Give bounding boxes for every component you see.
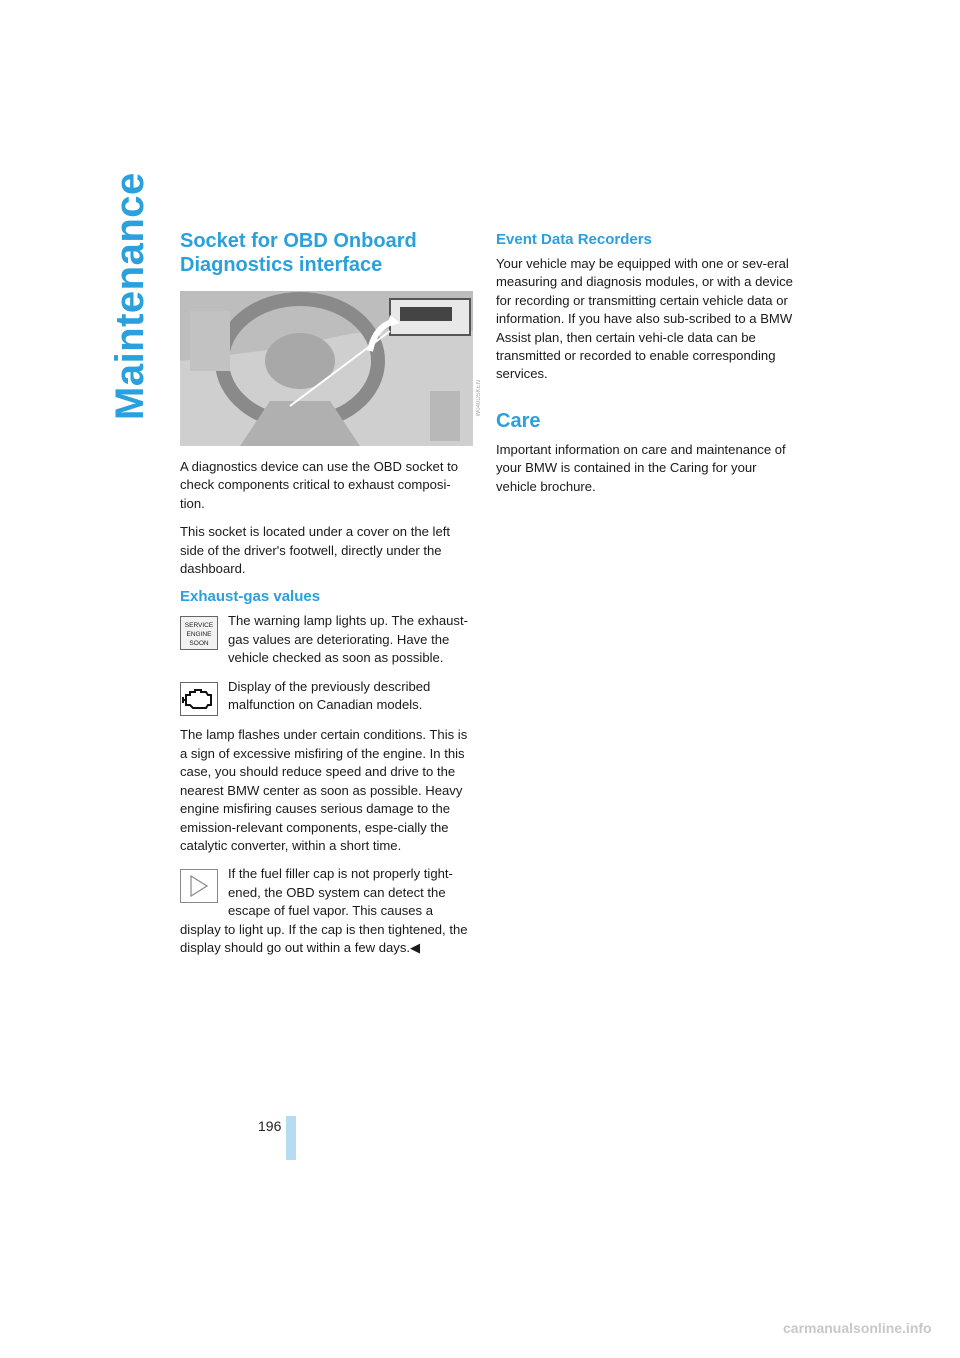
dashboard-illustration xyxy=(180,291,473,446)
canadian-display-text: Display of the previously described malfunction on Canadian models. xyxy=(228,678,431,713)
care-title: Care xyxy=(496,409,541,432)
note-triangle-icon xyxy=(180,869,218,903)
photo-code: W040DSKEN xyxy=(476,380,482,417)
service-engine-soon-icon xyxy=(180,616,218,650)
side-section-title: Maintenance xyxy=(108,172,152,420)
warning-lamp-paragraph xyxy=(180,612,475,667)
svg-text:ENGINE: ENGINE xyxy=(186,631,212,639)
canadian-display-paragraph xyxy=(180,678,475,715)
obd-section-title: Socket for OBD Onboard Diagnostics interface xyxy=(180,230,417,276)
obd-paragraph-1: A diagnostics device can use the OBD socket to check components critical to exhaust composi-tion. xyxy=(180,459,459,511)
obd-socket-photo xyxy=(180,291,473,446)
care-text: Important information on care and maintenance of your BMW is contained in the Caring for your vehicle brochure. xyxy=(496,441,786,494)
footer-watermark: carmanualsonline.info xyxy=(783,1320,932,1336)
obd-paragraph-2: This socket is located under a cover on the left side of the driver's footwell, directly under the dashboard. xyxy=(180,524,451,577)
page-marker-bar xyxy=(286,1116,296,1160)
event-data-recorders-text: Your vehicle may be equipped with one or sev-eral measuring and diagnosis modules, or with a device for recording or transmitting certain vehicle data or information. If you have also sub-scribed to a BMW Assist plan, then certain vehi-cle data can be transmitted or recorded to enable corresponding services. xyxy=(496,256,793,382)
right-column xyxy=(496,231,796,506)
svg-text:SOON: SOON xyxy=(189,640,209,648)
svg-text:SERVICE: SERVICE xyxy=(184,622,214,630)
fuel-cap-text: If the fuel filler cap is not properly tight-ened, the OBD system can detect the escape of fuel vapor. This causes a display to light up. If the cap is then tightened, the display should go out within a few days.◀ xyxy=(180,866,468,955)
lamp-flash-paragraph: The lamp flashes under certain conditions. This is a sign of excessive misfiring of the engine. In this case, you should reduce speed and drive to the nearest BMW center as soon as possible. Heavy engine misfiring causes serious damage to the emission-relevant components, espe-cially the catalytic converter, within a short time. xyxy=(180,727,468,853)
event-data-recorders-title: Event Data Recorders xyxy=(496,231,652,248)
check-engine-icon xyxy=(180,682,218,716)
exhaust-gas-title: Exhaust-gas values xyxy=(180,588,321,606)
fuel-cap-paragraph xyxy=(180,865,475,957)
warning-lamp-text: The warning lamp lights up. The exhaust-gas values are deteriorating. Have the vehicle checked as soon as possible. xyxy=(228,613,468,666)
left-column xyxy=(180,229,475,963)
page-number: 196 xyxy=(258,1118,282,1134)
